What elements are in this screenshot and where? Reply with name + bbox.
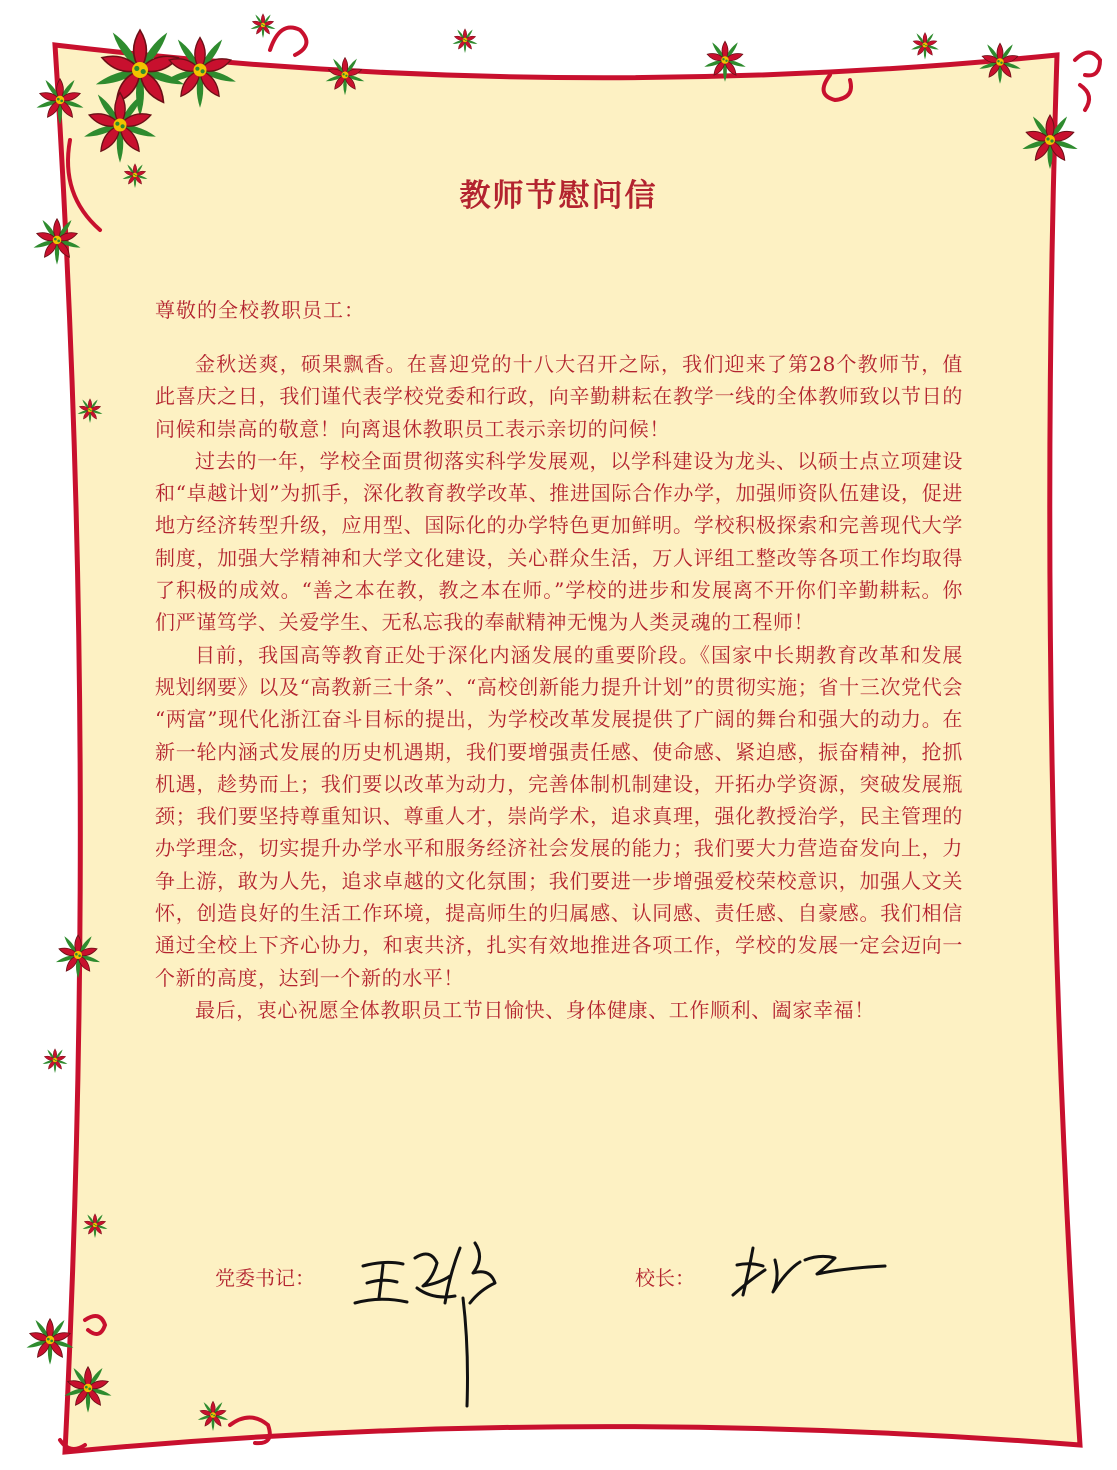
party-secretary-label: 党委书记： bbox=[215, 1266, 315, 1290]
letter-paragraph-3: 目前，我国高等教育正处于深化内涵发展的重要阶段。《国家中长期教育改革和发展规划纲要》以及“高教新三十条”、“高校创新能力提升计划”的贯彻实施；省十三次党代会 “两富”现代化浙江奋斗目标的提出，为学校改革发展提供了广阔的舞台和强大的动力。在新一轮内涵式发展的历史机遇期，我们要增强责任感、使命感、紧迫感，振奋精神，抢抓机遇，趁势而上；我们要以改革为动力，完善体制机制建设，开拓办学资源，突破发展瓶颈；我们要坚持尊重知识、尊重人才，崇尚学术，追求真理，强化教授治学，民主管理的办学理念，切实提升办学水平和服务经济社会发展的能力；我们要大力营造奋发向上，力争上游，敢为人先，追求卓越的文化氛围；我们要进一步增强爱校荣校意识，加强人文关怀，创造良好的生活工作环境，提高师生的归属感、认同感、责任感、自豪感。我们相信通过全校上下齐心协力，和衷共济，扎实有效地推进各项工作，学校的发展一定会迈向一个新的高度，达到一个新的水平！ bbox=[155, 642, 963, 990]
party-secretary-signature bbox=[345, 1228, 525, 1413]
letter-paragraph-4: 最后，衷心祝愿全体教职员工节日愉快、身体健康、工作顺利、阖家幸福！ bbox=[195, 997, 875, 1022]
letter-body bbox=[155, 348, 963, 1026]
letter-paragraph-2: 过去的一年，学校全面贯彻落实科学发展观，以学科建设为龙头、以硕士点立项建设和“卓越计划”为抓手，深化教育教学改革、推进国际合作办学，加强师资队伍建设，促进地方经济转型升级，应用型、国际化的办学特色更加鲜明。学校积极探索和完善现代大学制度，加强大学精神和大学文化建设，关心群众生活，万人评组工整改等各项工作均取得了积极的成效。“善之本在教，教之本在师。”学校的进步和发展离不开你们辛勤耕耘。你们严谨笃学、关爱学生、无私忘我的奉献精神无愧为人类灵魂的工程师！ bbox=[155, 448, 963, 635]
letter-greeting: 尊敬的全校教职员工： bbox=[155, 298, 365, 322]
letter-title: 教师节慰问信 bbox=[459, 178, 658, 214]
president-signature bbox=[725, 1240, 895, 1300]
letter-paragraph-1: 金秋送爽，硕果飘香。在喜迎党的十八大召开之际，我们迎来了第28个教师节，值此喜庆之日，我们谨代表学校党委和行政，向辛勤耕耘在教学一线的全体教师致以节日的问候和崇高的敬意！向离退休教职员工表示亲切的问候！ bbox=[155, 352, 963, 441]
president-label: 校长： bbox=[635, 1266, 695, 1290]
